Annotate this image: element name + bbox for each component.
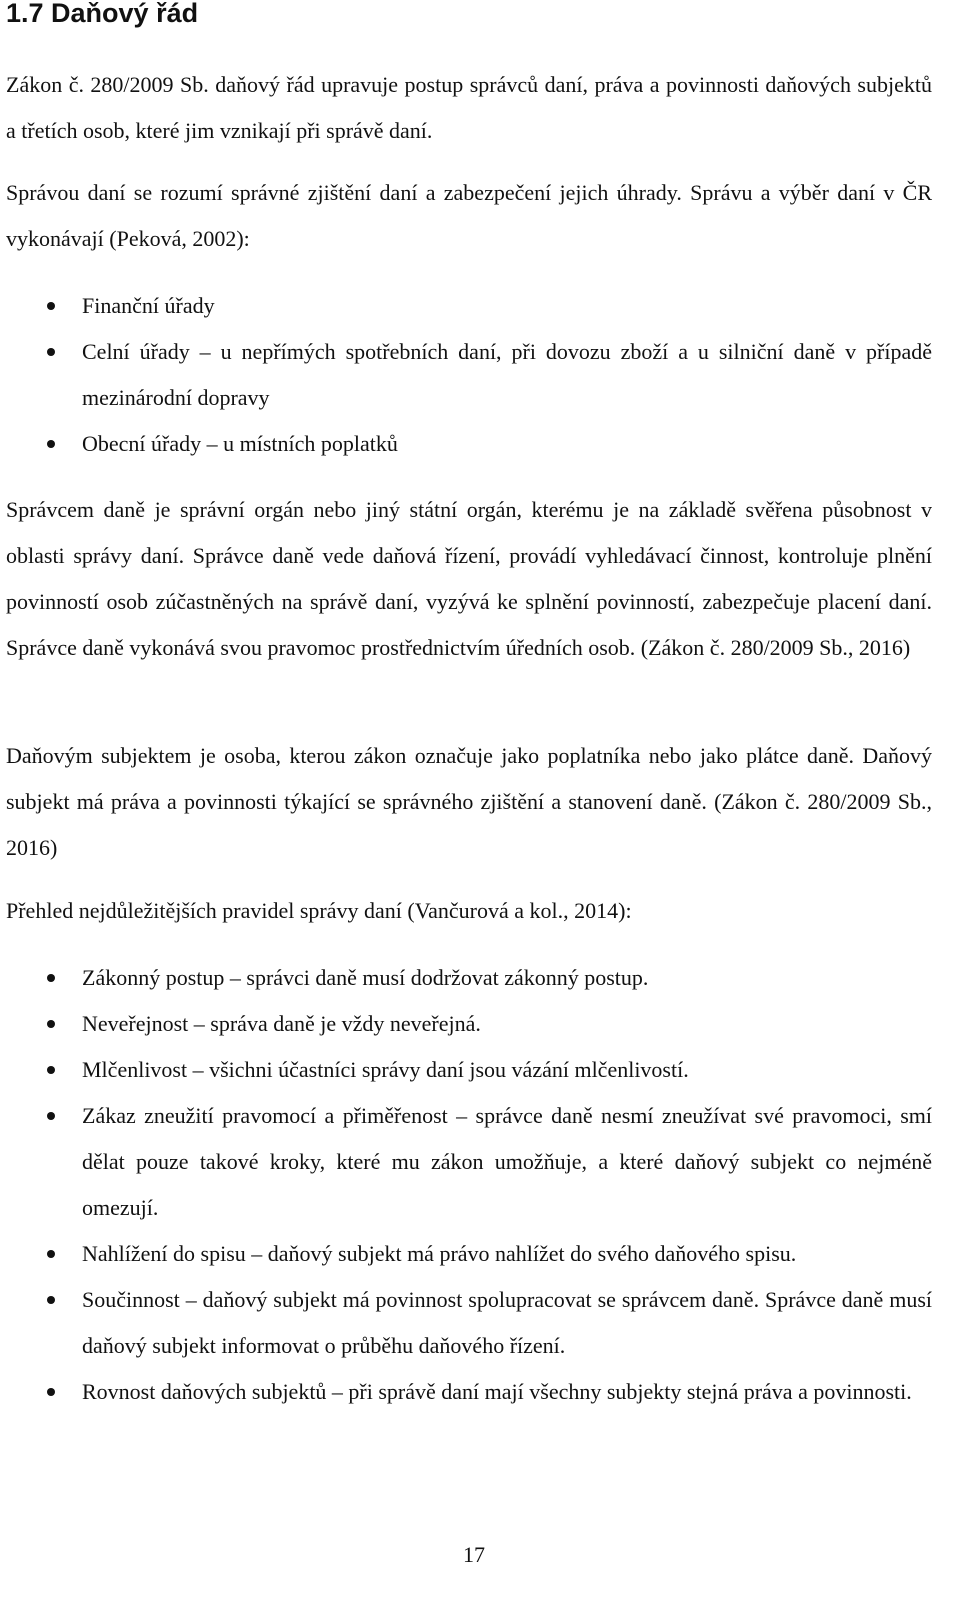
list-item: Rovnost daňových subjektů – při správě daní mají všechny subjekty stejná práva a povinnosti. [6,1369,932,1415]
bullet-icon [47,348,55,356]
list-item: Neveřejnost – správa daně je vždy neveřejná. [6,1001,932,1047]
list-item: Mlčenlivost – všichni účastníci správy daní jsou vázání mlčenlivostí. [6,1047,932,1093]
bullet-icon [47,302,55,310]
list-tax-offices [6,283,932,467]
list-item: Nahlížení do spisu – daňový subjekt má právo nahlížet do svého daňového spisu. [6,1231,932,1277]
list-item: Součinnost – daňový subjekt má povinnost spolupracovat se správcem daně. Správce daně musí daňový subjekt informovat o průběhu daňového řízení. [6,1277,932,1369]
bullet-icon [47,1112,55,1120]
bullet-icon [47,1020,55,1028]
bullet-icon [47,974,55,982]
paragraph-tax-administrator: Správcem daně je správní orgán nebo jiný státní orgán, kterému je na základě svěřena působnost v oblasti správy daní. Správce daně vede daňová řízení, provádí vyhledávací činnost, kontroluje plnění povinností osob zúčastněných na správě daní, vyzývá ke splnění povinností, zabezpečuje placení daní. Správce daně vykonává svou pravomoc prostřednictvím úředních osob. (Zákon č. 280/2009 Sb., 2016) [6,497,932,660]
bullet-icon [47,1066,55,1074]
list-item: Zákaz zneužití pravomocí a přiměřenost – správce daně nesmí zneužívat své pravomoci, smí dělat pouze takové kroky, které mu zákon umožňuje, a které daňový subjekt co nejméně omezují. [6,1093,932,1231]
list-item: Finanční úřady [6,283,932,329]
bullet-icon [47,1296,55,1304]
list-item: Obecní úřady – u místních poplatků [6,421,932,467]
list-administration-rules [6,955,932,1415]
list-item: Zákonný postup – správci daně musí dodržovat zákonný postup. [6,955,932,1001]
bullet-icon [47,1388,55,1396]
paragraph-tax-administration: Správou daní se rozumí správné zjištění daní a zabezpečení jejich úhrady. Správu a výběr daní v ČR vykonávají (Peková, 2002): [6,180,932,251]
page-number: 17 [463,1542,485,1567]
paragraph-rules-overview: Přehled nejdůležitějších pravidel správy daní (Vančurová a kol., 2014): [6,898,632,923]
section-heading: 1.7 Daňový řád [6,0,199,28]
bullet-icon [47,1250,55,1258]
paragraph-tax-subject: Daňovým subjektem je osoba, kterou zákon označuje jako poplatníka nebo jako plátce daně. Daňový subjekt má práva a povinnosti týkající se správného zjištění a stanovení daně. (Zákon č. 280/2009 Sb., 2016) [6,743,932,860]
bullet-icon [47,440,55,448]
paragraph-intro: Zákon č. 280/2009 Sb. daňový řád upravuje postup správců daní, práva a povinnosti daňových subjektů a třetích osob, které jim vznikají při správě daní. [6,72,932,143]
list-item: Celní úřady – u nepřímých spotřebních daní, při dovozu zboží a u silniční daně v případě mezinárodní dopravy [6,329,932,421]
